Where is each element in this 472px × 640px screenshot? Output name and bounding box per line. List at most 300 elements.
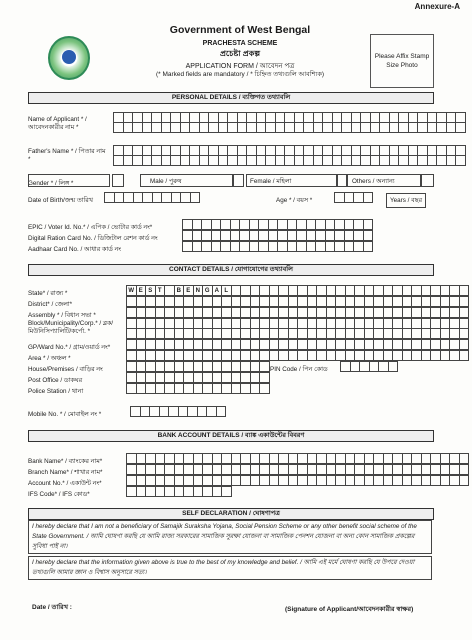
- district-grid[interactable]: [126, 296, 469, 307]
- char-box[interactable]: [336, 308, 346, 318]
- char-box[interactable]: [114, 146, 124, 156]
- char-box[interactable]: [222, 319, 232, 329]
- char-box[interactable]: [247, 146, 257, 156]
- char-box[interactable]: [374, 308, 384, 318]
- char-box[interactable]: [165, 329, 175, 339]
- char-box[interactable]: [203, 329, 213, 339]
- char-box[interactable]: [313, 156, 323, 166]
- state-char-box[interactable]: [421, 286, 431, 296]
- char-box[interactable]: [203, 340, 213, 350]
- char-box[interactable]: [412, 319, 422, 329]
- char-box[interactable]: [136, 329, 146, 339]
- char-box[interactable]: [304, 113, 314, 123]
- char-box[interactable]: [231, 454, 241, 464]
- char-box[interactable]: [140, 407, 150, 417]
- char-box[interactable]: [459, 329, 469, 339]
- char-box[interactable]: [294, 113, 304, 123]
- char-box[interactable]: [402, 297, 412, 307]
- char-box[interactable]: [203, 308, 213, 318]
- char-box[interactable]: [237, 113, 247, 123]
- char-box[interactable]: [287, 231, 297, 241]
- char-box[interactable]: [345, 329, 355, 339]
- char-box[interactable]: [431, 476, 441, 486]
- char-box[interactable]: [418, 123, 428, 133]
- char-box[interactable]: [383, 351, 393, 361]
- state-char-box[interactable]: [364, 286, 374, 296]
- char-box[interactable]: [250, 454, 260, 464]
- state-char-box[interactable]: [450, 286, 460, 296]
- char-box[interactable]: [259, 231, 269, 241]
- char-box[interactable]: [351, 123, 361, 133]
- char-box[interactable]: [241, 362, 251, 372]
- state-char-box[interactable]: [355, 286, 365, 296]
- char-box[interactable]: [336, 340, 346, 350]
- char-box[interactable]: [304, 156, 314, 166]
- char-box[interactable]: [374, 329, 384, 339]
- char-box[interactable]: [260, 362, 270, 372]
- char-box[interactable]: [228, 156, 238, 166]
- char-box[interactable]: [325, 242, 335, 252]
- mobile-grid[interactable]: [130, 406, 226, 417]
- char-box[interactable]: [260, 384, 270, 394]
- char-box[interactable]: [325, 231, 335, 241]
- char-box[interactable]: [256, 113, 266, 123]
- char-box[interactable]: [190, 113, 200, 123]
- char-box[interactable]: [222, 487, 232, 497]
- char-box[interactable]: [146, 329, 156, 339]
- char-box[interactable]: [192, 242, 202, 252]
- char-box[interactable]: [212, 308, 222, 318]
- char-box[interactable]: [199, 146, 209, 156]
- char-box[interactable]: [440, 329, 450, 339]
- char-box[interactable]: [146, 308, 156, 318]
- char-box[interactable]: [260, 319, 270, 329]
- char-box[interactable]: [364, 465, 374, 475]
- char-box[interactable]: [136, 340, 146, 350]
- char-box[interactable]: [269, 351, 279, 361]
- char-box[interactable]: [287, 242, 297, 252]
- char-box[interactable]: [304, 123, 314, 133]
- char-box[interactable]: [146, 384, 156, 394]
- char-box[interactable]: [250, 319, 260, 329]
- char-box[interactable]: [260, 454, 270, 464]
- char-box[interactable]: [193, 476, 203, 486]
- char-box[interactable]: [184, 308, 194, 318]
- char-box[interactable]: [184, 384, 194, 394]
- char-box[interactable]: [440, 476, 450, 486]
- char-box[interactable]: [174, 454, 184, 464]
- char-box[interactable]: [165, 465, 175, 475]
- char-box[interactable]: [136, 297, 146, 307]
- char-box[interactable]: [240, 231, 250, 241]
- char-box[interactable]: [231, 351, 241, 361]
- char-box[interactable]: [344, 193, 354, 203]
- state-char-box[interactable]: [402, 286, 412, 296]
- char-box[interactable]: [171, 113, 181, 123]
- char-box[interactable]: [459, 476, 469, 486]
- char-box[interactable]: [203, 476, 213, 486]
- char-box[interactable]: [402, 329, 412, 339]
- char-box[interactable]: [136, 319, 146, 329]
- char-box[interactable]: [344, 220, 354, 230]
- char-box[interactable]: [161, 123, 171, 133]
- char-box[interactable]: [363, 220, 373, 230]
- char-box[interactable]: [380, 146, 390, 156]
- char-box[interactable]: [256, 146, 266, 156]
- char-box[interactable]: [203, 454, 213, 464]
- char-box[interactable]: [402, 454, 412, 464]
- char-box[interactable]: [431, 308, 441, 318]
- char-box[interactable]: [247, 156, 257, 166]
- char-box[interactable]: [174, 476, 184, 486]
- char-box[interactable]: [459, 465, 469, 475]
- char-box[interactable]: [146, 340, 156, 350]
- char-box[interactable]: [269, 308, 279, 318]
- char-box[interactable]: [418, 156, 428, 166]
- dob-grid[interactable]: [104, 192, 200, 203]
- char-box[interactable]: [336, 476, 346, 486]
- char-box[interactable]: [345, 476, 355, 486]
- char-box[interactable]: [260, 476, 270, 486]
- char-box[interactable]: [250, 465, 260, 475]
- state-char-box[interactable]: S: [146, 286, 156, 296]
- char-box[interactable]: [350, 362, 360, 372]
- char-box[interactable]: [127, 319, 137, 329]
- char-box[interactable]: [216, 407, 226, 417]
- char-box[interactable]: [307, 308, 317, 318]
- char-box[interactable]: [193, 329, 203, 339]
- char-box[interactable]: [287, 220, 297, 230]
- char-box[interactable]: [317, 465, 327, 475]
- char-box[interactable]: [304, 146, 314, 156]
- char-box[interactable]: [231, 362, 241, 372]
- char-box[interactable]: [231, 384, 241, 394]
- char-box[interactable]: [241, 476, 251, 486]
- char-box[interactable]: [237, 146, 247, 156]
- char-box[interactable]: [279, 351, 289, 361]
- char-box[interactable]: [127, 329, 137, 339]
- char-box[interactable]: [146, 454, 156, 464]
- char-box[interactable]: [199, 113, 209, 123]
- char-box[interactable]: [450, 340, 460, 350]
- char-box[interactable]: [278, 220, 288, 230]
- char-box[interactable]: [222, 362, 232, 372]
- char-box[interactable]: [402, 465, 412, 475]
- char-box[interactable]: [354, 193, 364, 203]
- char-box[interactable]: [250, 373, 260, 383]
- char-box[interactable]: [152, 123, 162, 133]
- char-box[interactable]: [342, 146, 352, 156]
- state-char-box[interactable]: [374, 286, 384, 296]
- char-box[interactable]: [250, 384, 260, 394]
- char-box[interactable]: [374, 351, 384, 361]
- char-box[interactable]: [316, 242, 326, 252]
- char-box[interactable]: [437, 146, 447, 156]
- char-box[interactable]: [209, 123, 219, 133]
- house-grid[interactable]: [126, 361, 270, 372]
- photo-box[interactable]: [370, 34, 434, 88]
- char-box[interactable]: [450, 476, 460, 486]
- block-grid[interactable]: [126, 318, 469, 339]
- char-box[interactable]: [351, 156, 361, 166]
- char-box[interactable]: [446, 113, 456, 123]
- char-box[interactable]: [389, 113, 399, 123]
- char-box[interactable]: [370, 113, 380, 123]
- char-box[interactable]: [380, 156, 390, 166]
- char-box[interactable]: [440, 319, 450, 329]
- char-box[interactable]: [184, 373, 194, 383]
- char-box[interactable]: [184, 319, 194, 329]
- char-box[interactable]: [180, 123, 190, 133]
- char-box[interactable]: [192, 231, 202, 241]
- char-box[interactable]: [155, 351, 165, 361]
- char-box[interactable]: [450, 329, 460, 339]
- char-box[interactable]: [174, 384, 184, 394]
- char-box[interactable]: [165, 340, 175, 350]
- char-box[interactable]: [193, 351, 203, 361]
- char-box[interactable]: [446, 123, 456, 133]
- char-box[interactable]: [456, 123, 466, 133]
- epic-grid[interactable]: [182, 219, 373, 230]
- char-box[interactable]: [294, 146, 304, 156]
- char-box[interactable]: [241, 373, 251, 383]
- char-box[interactable]: [184, 340, 194, 350]
- char-box[interactable]: [193, 454, 203, 464]
- char-box[interactable]: [389, 146, 399, 156]
- char-box[interactable]: [297, 231, 307, 241]
- char-box[interactable]: [222, 476, 232, 486]
- char-box[interactable]: [136, 487, 146, 497]
- char-box[interactable]: [279, 329, 289, 339]
- bank-name-grid[interactable]: [126, 453, 469, 464]
- char-box[interactable]: [380, 113, 390, 123]
- char-box[interactable]: [383, 476, 393, 486]
- char-box[interactable]: [383, 340, 393, 350]
- char-box[interactable]: [266, 146, 276, 156]
- char-box[interactable]: [127, 308, 137, 318]
- char-box[interactable]: [212, 373, 222, 383]
- police-station-grid[interactable]: [126, 383, 270, 394]
- char-box[interactable]: [399, 113, 409, 123]
- char-box[interactable]: [345, 454, 355, 464]
- char-box[interactable]: [203, 351, 213, 361]
- char-box[interactable]: [247, 113, 257, 123]
- char-box[interactable]: [370, 156, 380, 166]
- char-box[interactable]: [228, 113, 238, 123]
- char-box[interactable]: [133, 123, 143, 133]
- char-box[interactable]: [351, 113, 361, 123]
- char-box[interactable]: [363, 193, 373, 203]
- state-char-box[interactable]: [241, 286, 251, 296]
- char-box[interactable]: [275, 146, 285, 156]
- char-box[interactable]: [180, 156, 190, 166]
- state-char-box[interactable]: A: [212, 286, 222, 296]
- char-box[interactable]: [412, 454, 422, 464]
- char-box[interactable]: [355, 454, 365, 464]
- char-box[interactable]: [127, 454, 137, 464]
- char-box[interactable]: [345, 319, 355, 329]
- char-box[interactable]: [127, 487, 137, 497]
- char-box[interactable]: [336, 465, 346, 475]
- char-box[interactable]: [266, 123, 276, 133]
- char-box[interactable]: [123, 156, 133, 166]
- assembly-grid[interactable]: [126, 307, 469, 318]
- char-box[interactable]: [364, 351, 374, 361]
- state-char-box[interactable]: T: [155, 286, 165, 296]
- char-box[interactable]: [131, 407, 141, 417]
- char-box[interactable]: [230, 242, 240, 252]
- char-box[interactable]: [199, 156, 209, 166]
- state-char-box[interactable]: [231, 286, 241, 296]
- char-box[interactable]: [209, 113, 219, 123]
- char-box[interactable]: [161, 113, 171, 123]
- char-box[interactable]: [197, 407, 207, 417]
- char-box[interactable]: [165, 297, 175, 307]
- char-box[interactable]: [369, 362, 379, 372]
- char-box[interactable]: [355, 476, 365, 486]
- char-box[interactable]: [155, 454, 165, 464]
- state-char-box[interactable]: [412, 286, 422, 296]
- char-box[interactable]: [361, 113, 371, 123]
- char-box[interactable]: [275, 123, 285, 133]
- char-box[interactable]: [165, 384, 175, 394]
- char-box[interactable]: [298, 308, 308, 318]
- char-box[interactable]: [288, 308, 298, 318]
- char-box[interactable]: [342, 123, 352, 133]
- char-box[interactable]: [421, 308, 431, 318]
- char-box[interactable]: [326, 465, 336, 475]
- char-box[interactable]: [142, 123, 152, 133]
- char-box[interactable]: [383, 297, 393, 307]
- char-box[interactable]: [437, 156, 447, 166]
- char-box[interactable]: [142, 146, 152, 156]
- char-box[interactable]: [203, 297, 213, 307]
- char-box[interactable]: [152, 146, 162, 156]
- char-box[interactable]: [190, 123, 200, 133]
- char-box[interactable]: [193, 362, 203, 372]
- char-box[interactable]: [383, 465, 393, 475]
- char-box[interactable]: [307, 476, 317, 486]
- state-char-box[interactable]: [459, 286, 469, 296]
- char-box[interactable]: [278, 242, 288, 252]
- char-box[interactable]: [218, 146, 228, 156]
- char-box[interactable]: [306, 242, 316, 252]
- char-box[interactable]: [446, 146, 456, 156]
- char-box[interactable]: [180, 146, 190, 156]
- char-box[interactable]: [288, 340, 298, 350]
- char-box[interactable]: [123, 123, 133, 133]
- char-box[interactable]: [203, 362, 213, 372]
- char-box[interactable]: [269, 465, 279, 475]
- char-box[interactable]: [221, 231, 231, 241]
- char-box[interactable]: [199, 123, 209, 133]
- char-box[interactable]: [288, 476, 298, 486]
- char-box[interactable]: [184, 465, 194, 475]
- char-box[interactable]: [307, 319, 317, 329]
- char-box[interactable]: [332, 156, 342, 166]
- char-box[interactable]: [247, 123, 257, 133]
- char-box[interactable]: [212, 319, 222, 329]
- char-box[interactable]: [211, 220, 221, 230]
- char-box[interactable]: [184, 476, 194, 486]
- char-box[interactable]: [307, 340, 317, 350]
- char-box[interactable]: [342, 156, 352, 166]
- char-box[interactable]: [183, 220, 193, 230]
- char-box[interactable]: [269, 319, 279, 329]
- char-box[interactable]: [294, 123, 304, 133]
- char-box[interactable]: [161, 156, 171, 166]
- char-box[interactable]: [317, 329, 327, 339]
- char-box[interactable]: [355, 340, 365, 350]
- char-box[interactable]: [127, 340, 137, 350]
- char-box[interactable]: [336, 329, 346, 339]
- char-box[interactable]: [155, 340, 165, 350]
- char-box[interactable]: [450, 297, 460, 307]
- char-box[interactable]: [268, 231, 278, 241]
- char-box[interactable]: [127, 476, 137, 486]
- char-box[interactable]: [269, 297, 279, 307]
- state-char-box[interactable]: [326, 286, 336, 296]
- char-box[interactable]: [317, 308, 327, 318]
- char-box[interactable]: [212, 340, 222, 350]
- char-box[interactable]: [190, 193, 200, 203]
- char-box[interactable]: [421, 476, 431, 486]
- char-box[interactable]: [241, 297, 251, 307]
- char-box[interactable]: [326, 351, 336, 361]
- char-box[interactable]: [316, 231, 326, 241]
- char-box[interactable]: [288, 319, 298, 329]
- char-box[interactable]: [218, 156, 228, 166]
- char-box[interactable]: [174, 340, 184, 350]
- char-box[interactable]: [285, 156, 295, 166]
- char-box[interactable]: [127, 373, 137, 383]
- char-box[interactable]: [212, 351, 222, 361]
- gp-grid[interactable]: [126, 339, 469, 350]
- char-box[interactable]: [374, 465, 384, 475]
- char-box[interactable]: [180, 113, 190, 123]
- char-box[interactable]: [184, 487, 194, 497]
- char-box[interactable]: [193, 319, 203, 329]
- char-box[interactable]: [193, 308, 203, 318]
- char-box[interactable]: [408, 123, 418, 133]
- char-box[interactable]: [241, 454, 251, 464]
- state-char-box[interactable]: E: [184, 286, 194, 296]
- char-box[interactable]: [268, 220, 278, 230]
- char-box[interactable]: [146, 465, 156, 475]
- char-box[interactable]: [105, 193, 115, 203]
- char-box[interactable]: [335, 242, 345, 252]
- char-box[interactable]: [456, 156, 466, 166]
- char-box[interactable]: [260, 329, 270, 339]
- char-box[interactable]: [421, 297, 431, 307]
- char-box[interactable]: [298, 454, 308, 464]
- char-box[interactable]: [335, 220, 345, 230]
- char-box[interactable]: [240, 220, 250, 230]
- char-box[interactable]: [146, 297, 156, 307]
- char-box[interactable]: [193, 297, 203, 307]
- char-box[interactable]: [136, 476, 146, 486]
- char-box[interactable]: [241, 329, 251, 339]
- ifs-code-grid[interactable]: [126, 486, 232, 497]
- char-box[interactable]: [402, 351, 412, 361]
- char-box[interactable]: [212, 297, 222, 307]
- char-box[interactable]: [440, 308, 450, 318]
- char-box[interactable]: [165, 487, 175, 497]
- char-box[interactable]: [209, 146, 219, 156]
- char-box[interactable]: [279, 454, 289, 464]
- char-box[interactable]: [211, 242, 221, 252]
- char-box[interactable]: [190, 146, 200, 156]
